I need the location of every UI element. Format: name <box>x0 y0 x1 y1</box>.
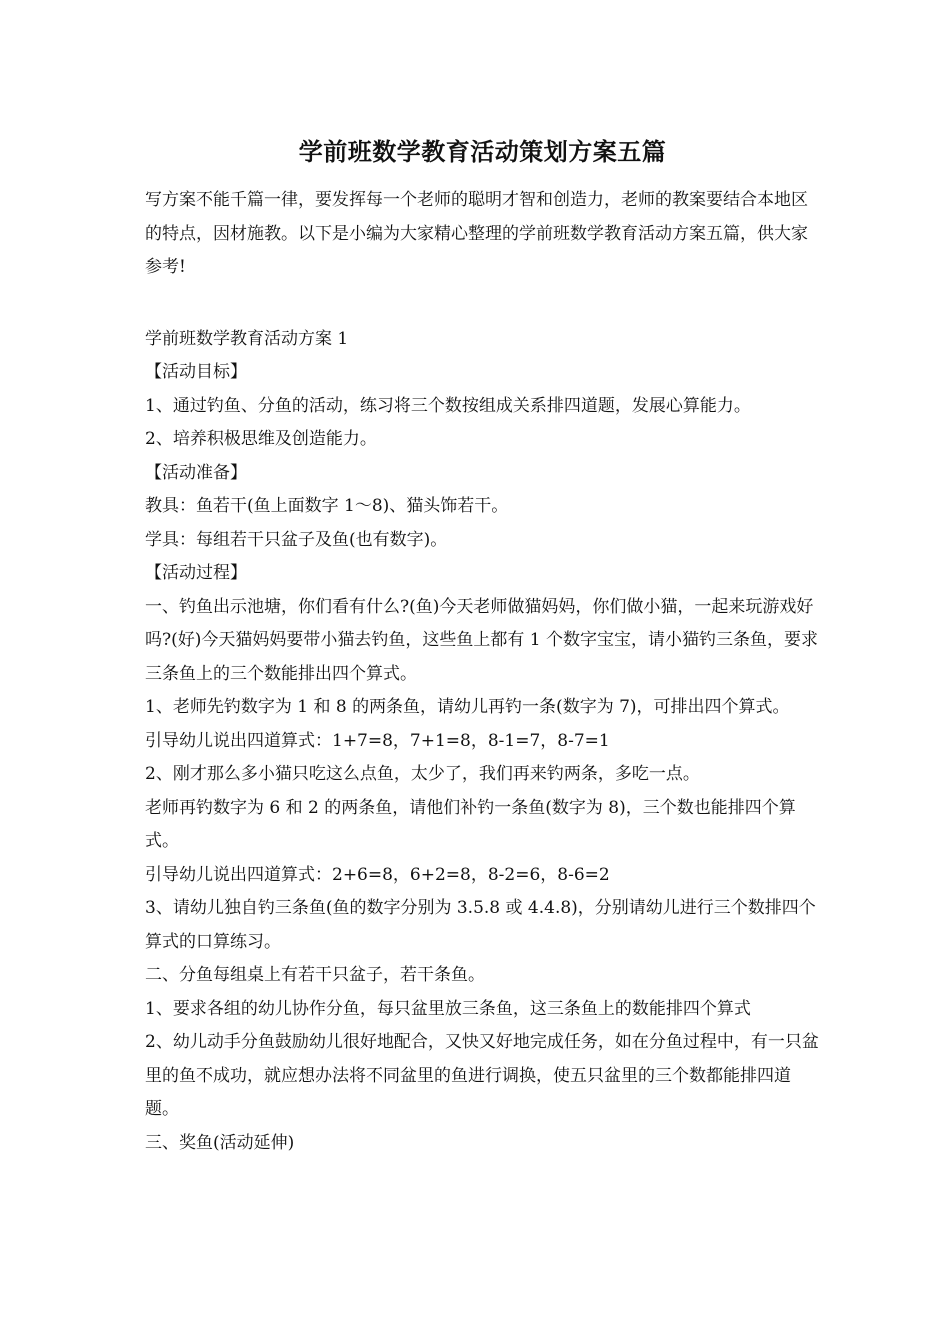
heading-activity-process: 【活动过程】 <box>145 563 247 583</box>
paragraph-gap <box>145 285 820 323</box>
process-step-1: 1、老师先钓数字为 1 和 8 的两条鱼，请幼儿再钓一条(数字为 7)，可排出四个算式。 <box>145 697 790 717</box>
goal-item-1: 1、通过钓鱼、分鱼的活动，练习将三个数按组成关系排四道题，发展心算能力。 <box>145 395 751 416</box>
goal-item-2: 2、培养积极思维及创造能力。 <box>145 429 377 449</box>
section-heading: 学前班数学教育活动方案 1 <box>145 328 349 349</box>
document-title: 学前班数学教育活动策划方案五篇 <box>298 137 667 166</box>
process-part-3: 三、奖鱼(活动延伸) <box>145 1132 295 1153</box>
heading-activity-goals: 【活动目标】 <box>145 362 247 382</box>
document-page <box>145 132 820 1160</box>
equation-set-1: 引导幼儿说出四道算式：1+7=8，7+1=8，8-1=7，8-7=1 <box>145 730 610 751</box>
equation-set-2: 引导幼儿说出四道算式：2+6=8，6+2=8，8-2=6，8-6=2 <box>145 864 610 885</box>
heading-activity-preparation: 【活动准备】 <box>145 462 247 483</box>
process-step-3: 3、请幼儿独自钓三条鱼(鱼的数字分别为 3.5.8 或 4.4.8)，分别请幼儿进行三个数排四个算式的口算练习。 <box>145 898 816 952</box>
teaching-aids: 教具：鱼若干(鱼上面数字 1～8)、猫头饰若干。 <box>145 496 509 516</box>
process-part-1: 一、钓鱼出示池塘，你们看有什么?(鱼)今天老师做猫妈妈，你们做小猫，一起来玩游戏好吗?(好)今天猫妈妈要带小猫去钓鱼，这些鱼上都有 1 个数字宝宝，请小猫钓三条鱼，要求三条鱼上的三个数能排出四个算式。 <box>145 596 819 684</box>
process-part-2: 二、分鱼每组桌上有若干只盆子，若干条鱼。 <box>145 965 485 985</box>
part-2-step-2: 2、幼儿动手分鱼鼓励幼儿很好地配合，又快又好地完成任务，如在分鱼过程中，有一只盆里的鱼不成功，就应想办法将不同盆里的鱼进行调换，使五只盆里的三个数都能排四道题。 <box>145 1032 819 1119</box>
process-step-2-detail: 老师再钓数字为 6 和 2 的两条鱼，请他们补钓一条鱼(数字为 8)，三个数也能排四个算式。 <box>145 797 796 851</box>
learning-aids: 学具：每组若干只盆子及鱼(也有数字)。 <box>145 529 448 550</box>
intro-paragraph: 写方案不能千篇一律，要发挥每一个老师的聪明才智和创造力，老师的教案要结合本地区的特点，因材施教。以下是小编为大家精心整理的学前班数学教育活动方案五篇，供大家参考! <box>145 190 808 277</box>
part-2-step-1: 1、要求各组的幼儿协作分鱼，每只盆里放三条鱼，这三条鱼上的数能排四个算式 <box>145 998 751 1019</box>
process-step-2: 2、刚才那么多小猫只吃这么点鱼，太少了，我们再来钓两条，多吃一点。 <box>145 764 700 784</box>
